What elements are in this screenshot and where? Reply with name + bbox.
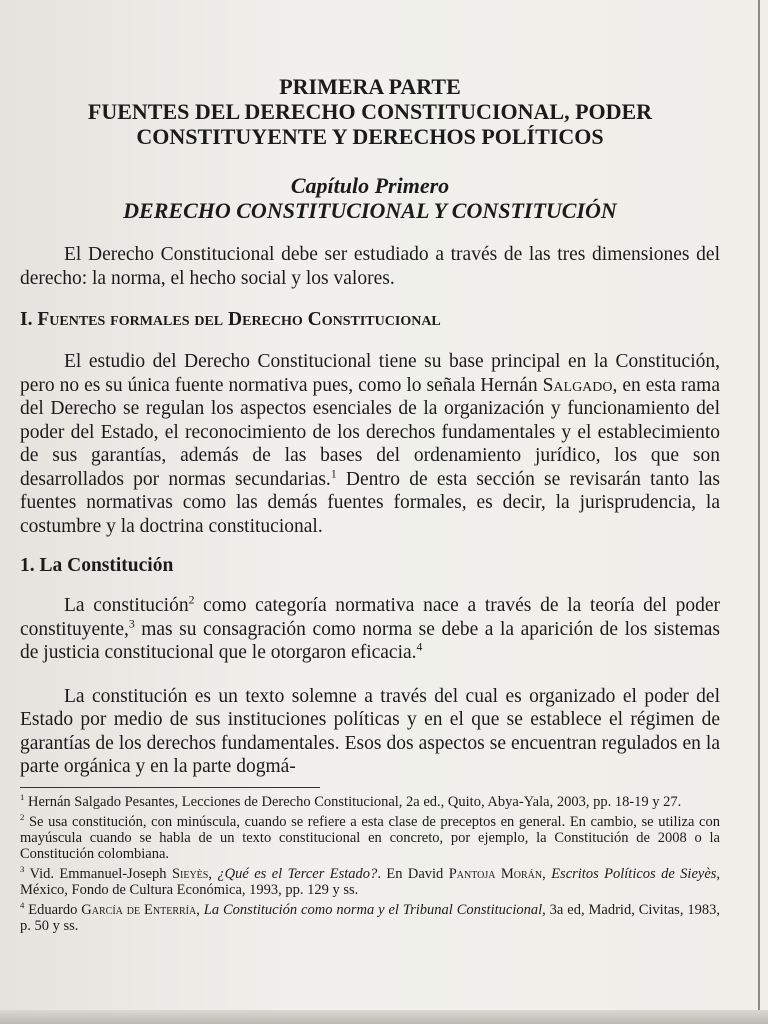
subsection-paragraph-2: La constitución es un texto solemne a través del cual es organizado el poder del Estado por medio de sus instituciones políticas y en el que se establece el régimen de garantías de los derechos fundamentales. Esos dos aspectos se encuentran regulados en la parte orgánica y en la parte dogmá- — [20, 685, 720, 777]
footnote-number: 2 — [20, 811, 25, 822]
text-run: , en esta rama del Derecho se regulan los aspectos esenciales de la organización y funcionamiento del poder del Estado, el reconocimiento de los derechos fundamentales y el establecimiento de sus garantías, además de las bases del ordenamiento jurídico, los que son desarrollados por normas secundarias. — [20, 374, 720, 490]
footnote-divider — [20, 787, 320, 788]
text-run: Dentro de esta sección se revisarán tanto las fuentes normativas como las demás fuentes formales, es decir, la jurisprudencia, la costumbre y la doctrina constitucional. — [20, 468, 720, 537]
section-heading — [20, 308, 720, 332]
work-title: ¿Qué es el Tercer Estado? — [217, 865, 378, 882]
footnote-ref[interactable]: 3 — [128, 617, 135, 630]
page-edge-shadow — [758, 0, 760, 1024]
footnote-number: 4 — [20, 899, 25, 910]
footnote-text: , — [196, 901, 204, 918]
text-run: El estudio del Derecho Constitucional tiene su base principal en la Constitución, pero no es su única fuente normativa pues, como lo señala Hernán — [20, 351, 720, 396]
author-name: Salgado — [542, 374, 613, 396]
text-run: como categoría normativa nace a través de la teoría del poder constituyente, — [20, 595, 720, 640]
text-run: La constitución — [64, 595, 189, 616]
part-title-line-2: CONSTITUYENTE Y DERECHOS POLÍTICOS — [136, 124, 604, 149]
chapter-label: Capítulo Primero — [290, 173, 450, 198]
part-title — [20, 74, 720, 149]
part-title-line-1: FUENTES DEL DERECHO CONSTITUCIONAL, PODER — [87, 99, 653, 124]
footnote-text: , 3a ed, Madrid, Civitas, 1983, p. 50 y ss. — [20, 901, 720, 934]
footnote-text: , México, Fondo de Cultura Económica, 1993, pp. 129 y ss. — [20, 865, 721, 898]
footnote-number: 1 — [20, 791, 25, 802]
footnote-ref[interactable]: 4 — [416, 640, 423, 654]
section-paragraph — [20, 350, 720, 538]
intro-paragraph: El Derecho Constitucional debe ser estudiado a través de las tres dimensiones del derecho: la norma, el hecho social y los valores. — [20, 244, 720, 289]
author-name: Pantoja Morán — [448, 865, 543, 882]
section-title: Fuentes formales del Derecho Constitucional — [37, 309, 441, 330]
footnote-2 — [20, 811, 720, 862]
footnote-ref[interactable]: 2 — [188, 593, 195, 607]
chapter-heading — [20, 173, 720, 223]
work-title: Escritos Políticos de Sieyès — [551, 865, 717, 882]
work-title: La Constitución como norma y el Tribunal Constitucional — [203, 901, 543, 918]
chapter-title: DERECHO CONSTITUCIONAL Y CONSTITUCIÓN — [123, 198, 617, 223]
author-name: García de Enterría — [81, 901, 197, 918]
subsection-paragraph-1 — [20, 594, 720, 665]
footnote-text: Hernán Salgado Pesantes, Lecciones de Derecho Constitucional, 2a ed., Quito, Abya-Yala, 2003, pp. 18-19 y 27. — [24, 793, 682, 810]
subsection-heading: 1. La Constitución — [20, 555, 174, 576]
footnote-4 — [20, 899, 720, 934]
footnote-1 — [20, 791, 720, 810]
footnote-text: . En David — [377, 865, 449, 882]
text-run: mas su consagración como norma se debe a la aparición de los sistemas de justicia constitucional que le otorgaron eficacia. — [20, 618, 720, 663]
footnote-number: 3 — [20, 863, 25, 874]
footnote-3 — [20, 863, 721, 898]
footnote-text: Vid. Emmanuel-Joseph — [24, 865, 172, 882]
footnote-text: Se usa constitución, con minúscula, cuando se refiere a esta clase de preceptos en general. En cambio, se utiliza con mayúscula cuando se habla de un texto constitucional en concreto, por ejemplo, la Constitución de 2008 o la Constitución colombiana. — [20, 813, 720, 862]
author-name: Sieyès — [171, 865, 209, 882]
footnote-text: , — [542, 865, 552, 882]
footnote-text: Eduardo — [24, 901, 82, 918]
part-label: PRIMERA PARTE — [279, 74, 461, 99]
footnote-text: , — [208, 865, 218, 882]
footnote-ref[interactable]: 1 — [330, 467, 337, 480]
section-number: I. — [20, 309, 33, 330]
page-bottom-shadow — [0, 1010, 768, 1024]
